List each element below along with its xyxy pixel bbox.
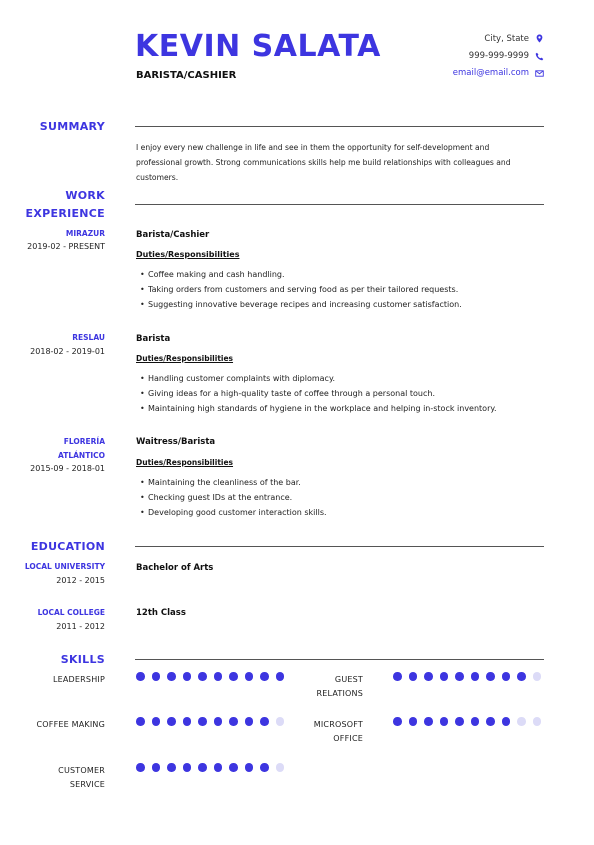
skill-dot-filled (183, 672, 192, 681)
skill-rating (136, 672, 284, 681)
skill-rating (136, 763, 284, 772)
skill-dot-filled (517, 672, 526, 681)
skill-dot-filled (214, 672, 223, 681)
skill-dot-filled (245, 763, 254, 772)
job-title: Waitress/Barista (136, 437, 216, 447)
job-title: Barista (136, 334, 171, 344)
skill-dot-filled (229, 717, 238, 726)
education-dates: 2012 - 2015 (56, 576, 105, 585)
skill-dot-filled (136, 763, 145, 772)
skill-dot-filled (471, 717, 480, 726)
job-bullet: • Coffee making and cash handling. (140, 269, 285, 281)
section-title-summary: SUMMARY (39, 120, 105, 133)
skill-name-line2: SERVICE (69, 780, 105, 789)
job-company: RESLAU (72, 333, 105, 342)
skill-dot-filled (486, 672, 495, 681)
skill-name-line1: MICROSOFT (313, 720, 363, 729)
skill-dot-filled (214, 717, 223, 726)
education-school: LOCAL UNIVERSITY (24, 562, 105, 571)
skill-dot-empty (517, 717, 526, 726)
job-company: MIRAZUR (65, 229, 105, 238)
job-bullet: • Suggesting innovative beverage recipes and increasing customer satisfaction. (140, 299, 462, 311)
skill-dot-filled (167, 717, 176, 726)
contact-phone: 999-999-9999 (468, 51, 529, 61)
skill-dot-filled (409, 672, 418, 681)
skill-dot-filled (393, 717, 402, 726)
skill-dot-filled (152, 763, 161, 772)
candidate-title: BARISTA/CASHIER (136, 70, 237, 81)
skill-dot-filled (424, 717, 433, 726)
skill-dot-filled (136, 717, 145, 726)
job-dates: 2018-02 - 2019-01 (30, 347, 105, 356)
education-dates: 2011 - 2012 (56, 622, 105, 631)
map-pin-icon (533, 32, 545, 44)
skill-dot-filled (424, 672, 433, 681)
skill-dot-filled (260, 717, 269, 726)
skill-name (314, 718, 363, 746)
education-degree: 12th Class (136, 608, 186, 618)
phone-icon (533, 50, 545, 62)
job-company-line1: FLORERÍA (63, 437, 105, 446)
skill-name-line2: RELATIONS (316, 689, 363, 698)
skill-name-line2: OFFICE (333, 734, 363, 743)
skill-dot-filled (276, 672, 285, 681)
summary-text: I enjoy every new challenge in life and see in them the opportunity for self-development and professional growth. Strong communications skills help me build relationships with colleagues and customers. (136, 143, 511, 182)
skill-dot-empty (276, 717, 285, 726)
job-duties-label: Duties/Responsibilities (136, 354, 234, 363)
skill-dot-filled (214, 763, 223, 772)
envelope-icon (533, 67, 545, 79)
section-title-experience-line1: WORK (65, 189, 105, 202)
section-divider (135, 126, 544, 127)
job-duties-label: Duties/Responsibilities (136, 458, 234, 467)
skill-dot-filled (152, 717, 161, 726)
education-school: LOCAL COLLEGE (37, 608, 105, 617)
job-company-line2: ATLÁNTICO (58, 451, 105, 460)
skill-dot-filled (136, 672, 145, 681)
skill-dot-filled (471, 672, 480, 681)
skill-name-line1: LEADERSHIP (52, 675, 105, 684)
skill-dot-filled (245, 672, 254, 681)
skill-dot-filled (167, 672, 176, 681)
section-divider (135, 659, 544, 660)
contact-location: City, State (484, 34, 529, 44)
job-bullet: • Maintaining high standards of hygiene in the workplace and helping in-stock inventory. (140, 403, 497, 415)
job-dates: 2019-02 - PRESENT (27, 242, 105, 251)
section-title-experience-line2: EXPERIENCE (25, 207, 105, 220)
candidate-name: KEVIN SALATA (135, 29, 381, 64)
skill-dot-filled (502, 672, 511, 681)
skill-dot-filled (502, 717, 511, 726)
job-bullet: • Giving ideas for a high-quality taste of coffee through a personal touch. (140, 388, 435, 400)
contact-email[interactable]: email@email.com (452, 68, 529, 78)
job-duties-label: Duties/Responsibilities (136, 250, 240, 259)
skill-dot-empty (276, 763, 285, 772)
skill-dot-filled (245, 717, 254, 726)
job-bullet: • Checking guest IDs at the entrance. (140, 492, 292, 504)
skill-name (316, 673, 363, 701)
job-dates: 2015-09 - 2018-01 (30, 464, 105, 473)
skill-dot-filled (183, 763, 192, 772)
skill-name-line1: GUEST (334, 675, 363, 684)
skill-name-line1: COFFEE MAKING (36, 720, 105, 729)
skill-dot-filled (440, 672, 449, 681)
job-bullet: • Taking orders from customers and serving food as per their tailored requests. (140, 284, 458, 296)
skill-name (58, 764, 105, 792)
section-divider (135, 546, 544, 547)
education-degree: Bachelor of Arts (136, 563, 214, 573)
skill-name-line1: CUSTOMER (58, 766, 105, 775)
skill-dot-filled (183, 717, 192, 726)
skill-name (53, 673, 105, 687)
job-bullet: • Handling customer complaints with diplomacy. (140, 373, 335, 385)
skill-dot-filled (229, 672, 238, 681)
section-title-education: EDUCATION (30, 540, 105, 553)
skill-dot-filled (455, 717, 464, 726)
skill-dot-empty (533, 717, 542, 726)
skill-name (36, 718, 105, 732)
skill-dot-filled (198, 763, 207, 772)
skill-dot-filled (198, 717, 207, 726)
skill-dot-filled (393, 672, 402, 681)
job-bullet: • Maintaining the cleanliness of the bar. (140, 477, 301, 489)
job-bullet: • Developing good customer interaction skills. (140, 507, 327, 519)
skill-rating (393, 672, 541, 681)
skill-dot-filled (260, 763, 269, 772)
skill-dot-empty (533, 672, 542, 681)
skill-dot-filled (152, 672, 161, 681)
skill-rating (393, 717, 541, 726)
skill-dot-filled (455, 672, 464, 681)
skill-dot-filled (486, 717, 495, 726)
section-divider (135, 204, 544, 205)
skill-dot-filled (440, 717, 449, 726)
skill-dot-filled (229, 763, 238, 772)
job-title: Barista/Cashier (136, 230, 210, 240)
skill-dot-filled (167, 763, 176, 772)
skill-rating (136, 717, 284, 726)
skill-dot-filled (260, 672, 269, 681)
skill-dot-filled (409, 717, 418, 726)
section-title-skills: SKILLS (60, 653, 105, 666)
skill-dot-filled (198, 672, 207, 681)
